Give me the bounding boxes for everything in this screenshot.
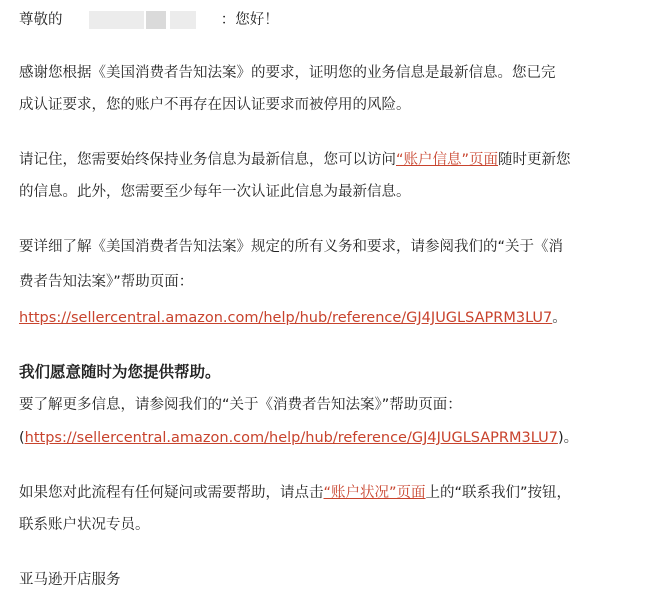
redacted-name-block xyxy=(170,11,196,29)
para3-link-line xyxy=(19,308,567,328)
greeting-line xyxy=(19,10,279,30)
contact-text-before: 如果您对此流程有任何疑问或需要帮助，请点击 xyxy=(19,485,324,501)
para3-period: 。 xyxy=(552,310,567,326)
close-paren: )。 xyxy=(557,430,579,446)
open-paren: ( xyxy=(19,430,25,446)
para2-line2: 的信息。此外，您需要至少每年一次认证此信息为最新信息。 xyxy=(19,184,411,200)
redacted-name-block xyxy=(89,11,144,29)
account-info-link[interactable]: “账户信息”页面 xyxy=(396,152,499,168)
redacted-name-block xyxy=(146,11,166,29)
contact-line2: 联系账户状况专员。 xyxy=(19,517,150,533)
help-page-link-2[interactable]: https://sellercentral.amazon.com/help/hub/reference/GJ4JUGLSAPRM3LU7 xyxy=(24,430,558,446)
para1-line1: 感谢您根据《美国消费者告知法案》的要求，证明您的业务信息是最新信息。您已完 xyxy=(19,65,556,81)
greeting-suffix: ：您好！ xyxy=(220,12,279,28)
para2-text-after: 随时更新您 xyxy=(498,152,571,168)
signature: 亚马逊开店服务 xyxy=(19,572,121,588)
para2-text-before: 请记住，您需要始终保持业务信息为最新信息，您可以访问 xyxy=(19,152,396,168)
para2-line1 xyxy=(19,150,571,170)
account-health-link[interactable]: “账户状况”页面 xyxy=(323,485,426,501)
contact-line1 xyxy=(19,483,571,503)
help-link-line xyxy=(19,428,578,448)
help-heading: 我们愿意随时为您提供帮助。 xyxy=(19,363,221,381)
help-line1: 要了解更多信息，请参阅我们的“关于《消费者告知法案》”帮助页面： xyxy=(19,397,462,413)
contact-text-after: 上的“联系我们”按钮， xyxy=(425,485,572,501)
para3-line1: 要详细了解《美国消费者告知法案》规定的所有义务和要求，请参阅我们的“关于《消 xyxy=(19,239,564,255)
para3-line2: 费者告知法案》”帮助页面： xyxy=(19,274,194,290)
help-page-link[interactable]: https://sellercentral.amazon.com/help/hub/reference/GJ4JUGLSAPRM3LU7 xyxy=(19,310,553,326)
greeting-prefix: 尊敬的 xyxy=(19,12,63,28)
para1-line2: 成认证要求，您的账户不再存在因认证要求而被停用的风险。 xyxy=(19,97,411,113)
